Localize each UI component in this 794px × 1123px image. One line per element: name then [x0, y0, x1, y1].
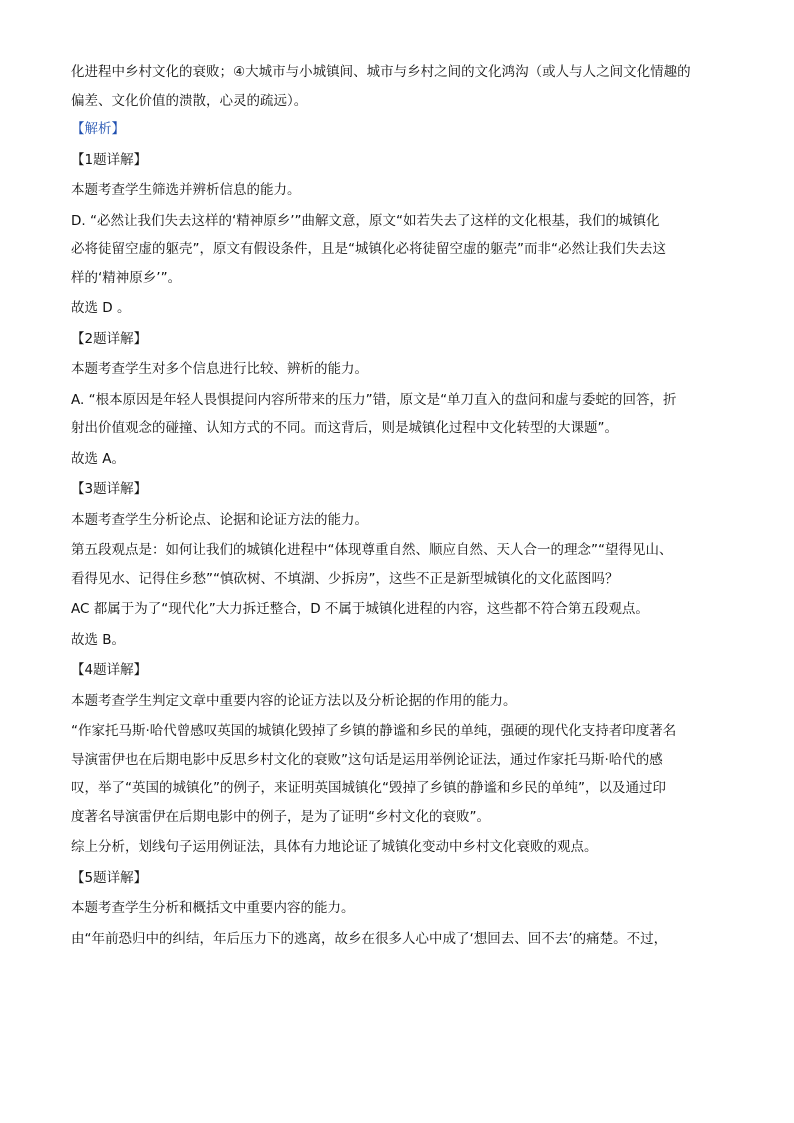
question-heading-2: 【2题详解】 — [71, 330, 148, 347]
question-heading-5: 【5题详解】 — [71, 869, 148, 886]
text-line-26: 度著名导演雷伊在后期电影中的例子，是为了证明“乡村文化的衰败”。 — [71, 808, 490, 825]
text-line-1: 化进程中乡村文化的衰败；④大城市与小城镇间、城市与乡村之间的文化鸿沟（或人与人之间文化情趣的 — [71, 64, 691, 80]
question-heading-4: 【4题详解】 — [71, 662, 148, 678]
text-line-29: 本题考查学生分析和概括文中重要内容的能力。 — [71, 900, 355, 916]
text-line-13: 射出价值观念的碰撞、认知方式的不同。而这背后，则是城镇化过程中文化转型的大课题”。 — [71, 420, 618, 436]
text-line-18: 看得见水、记得住乡愁”“慎砍树、不填湖、少拆房”，这些不正是新型城镇化的文化蓝图吗？ — [71, 570, 619, 587]
answer-line-3: 故选 B。 — [71, 631, 126, 648]
question-heading-3: 【3题详解】 — [71, 481, 148, 497]
text-line-16: 本题考查学生分析论点、论据和论证方法的能力。 — [71, 511, 368, 528]
text-line-30: 由“年前恐归中的纠结，年后压力下的逃离，故乡在很多人心中成了‘想回去、回不去’的痛楚。不过， — [71, 930, 668, 947]
text-line-24: 导演雷伊也在后期电影中反思乡村文化的衰败”这句话是运用举例论证法，通过作家托马斯·哈代的感 — [71, 751, 663, 768]
section-heading-analysis: 【解析】 — [71, 121, 125, 137]
text-line-27: 综上分析，划线句子运用例证法，具体有力地论证了城镇化变动中乡村文化衰败的观点。 — [71, 839, 598, 855]
text-line-19: AC 都属于为了“现代化”大力拆迁整合，D 不属于城镇化进程的内容，这些都不符合第五段观点。 — [71, 601, 649, 617]
text-line-6: D. “必然让我们失去这样的‘精神原乡’”曲解文意，原文“如若失去了这样的文化根基，我们的城镇化 — [71, 212, 660, 229]
text-line-8: 样的‘精神原乡’”。 — [71, 269, 182, 286]
text-line-17: 第五段观点是：如何让我们的城镇化进程中“体现尊重自然、顺应自然、天人合一的理念”“望得见山、 — [71, 542, 673, 558]
text-line-23: “作家托马斯·哈代曾感叹英国的城镇化毁掉了乡镇的静谧和乡民的单纯，强硬的现代化支持者印度著名 — [71, 723, 677, 739]
text-line-25: 叹，举了“英国的城镇化”的例子，来证明英国城镇化“毁掉了乡镇的静谧和乡民的单纯”，以及通过印 — [71, 780, 666, 796]
answer-line-1: 故选 D 。 — [71, 300, 131, 316]
question-heading-1: 【1题详解】 — [71, 151, 148, 168]
text-line-12: A. “根本原因是年轻人畏惧提问内容所带来的压力”错，原文是“单刀直入的盘问和虚与委蛇的回答，折 — [71, 391, 677, 408]
answer-line-2: 故选 A。 — [71, 450, 126, 467]
document-page — [71, 62, 723, 949]
text-line-2: 偏差、文化价值的溃散，心灵的疏远）。 — [71, 92, 308, 109]
text-line-5: 本题考查学生筛选并辨析信息的能力。 — [71, 182, 301, 198]
text-line-11: 本题考查学生对多个信息进行比较、辨析的能力。 — [71, 361, 368, 377]
text-line-22: 本题考查学生判定文章中重要内容的论证方法以及分析论据的作用的能力。 — [71, 692, 517, 709]
text-line-7: 必将徒留空虚的躯壳”，原文有假设条件，且是“城镇化必将徒留空虚的躯壳”而非“必然让我们失去这 — [71, 241, 666, 257]
